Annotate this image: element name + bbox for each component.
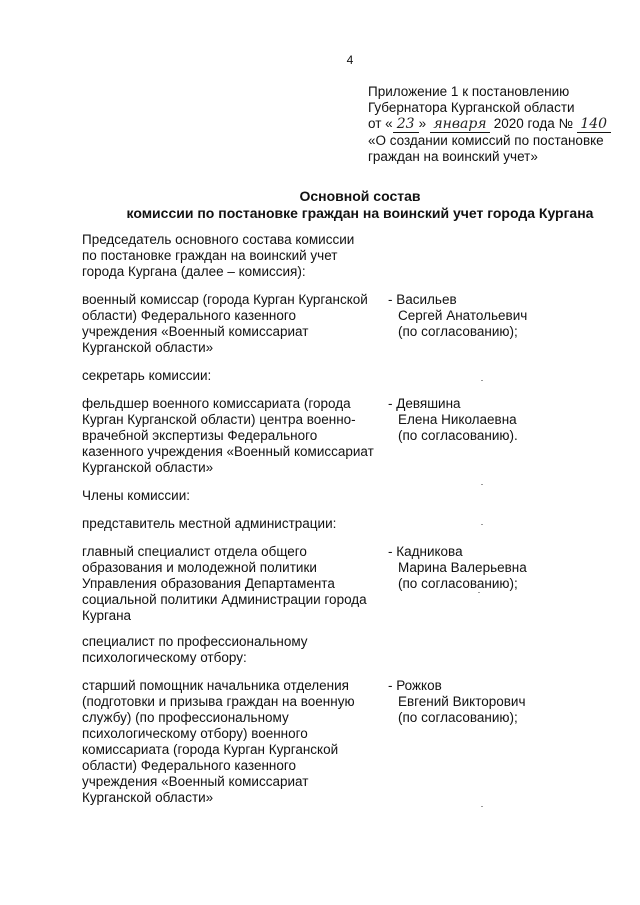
admin-rep-name <box>388 544 638 592</box>
appendix-date-line <box>368 116 638 133</box>
text-line: по постановке граждан на воинский учет <box>82 248 338 263</box>
text-line: области) Федерального казенного <box>82 758 297 773</box>
secretary-name <box>388 396 638 444</box>
member-given-name: Евгений Викторович <box>398 694 526 709</box>
chairman-position <box>82 292 384 356</box>
scan-speck <box>478 592 480 593</box>
text-line: врачебной экспертизы Федерального <box>82 428 318 443</box>
text-line: (подготовки и призыва граждан на военную <box>82 694 355 709</box>
member-note: (по согласованию). <box>398 428 518 443</box>
text-line: Председатель основного состава комиссии <box>82 232 355 247</box>
page-number: 4 <box>346 53 354 67</box>
text-line: социальной политики Администрации города <box>82 592 367 607</box>
text-line: психологическому отбору) военного <box>82 726 308 741</box>
title-line: Основной состав <box>299 188 421 204</box>
appendix-year: 2020 года № <box>493 116 573 131</box>
text-line: старший помощник начальника отделения <box>82 678 349 693</box>
text-line: учреждения «Военный комиссариат <box>82 324 309 339</box>
secretary-position <box>82 396 384 476</box>
scan-speck <box>481 806 483 807</box>
psych-specialist-name <box>388 678 638 726</box>
handwritten-day: 23 <box>393 116 419 133</box>
text-line: комиссариата (города Курган Курганской <box>82 742 339 757</box>
text-line: образования и молодежной политики <box>82 560 317 575</box>
text-line: города Кургана (далее – комиссия): <box>82 264 306 279</box>
psych-specialist-position <box>82 678 384 806</box>
text-line: Курганской области» <box>82 460 214 475</box>
text-line: Курганской области» <box>82 790 214 805</box>
text-line: области) Федерального казенного <box>82 308 297 323</box>
chairman-name <box>388 292 638 340</box>
text-line: Курганской области» <box>82 340 214 355</box>
member-note: (по согласованию); <box>398 710 518 725</box>
scan-speck <box>481 524 483 525</box>
title-line: комиссии по постановке граждан на воинский учет города Кургана <box>126 205 594 221</box>
member-surname: - Девяшина <box>388 396 461 411</box>
text-line: службу) (по профессиональному <box>82 710 289 725</box>
appendix-line: граждан на воинский учет» <box>368 149 538 164</box>
document-title <box>60 188 640 222</box>
appendix-date-mid: » <box>418 116 427 131</box>
admin-rep-heading: представитель местной администрации: <box>82 516 337 531</box>
appendix-line: «О создании комиссий по постановке <box>368 133 604 148</box>
text-line: казенного учреждения «Военный комиссариат <box>82 444 374 459</box>
text-line: главный специалист отдела общего <box>82 544 307 559</box>
member-surname: - Рожков <box>388 678 442 693</box>
text-line: психологическому отбору: <box>82 650 247 665</box>
scan-speck <box>481 380 483 381</box>
member-surname: - Васильев <box>388 292 457 307</box>
psych-specialist-heading <box>82 634 384 666</box>
text-line: фельдшер военного комиссариата (города <box>82 396 351 411</box>
members-heading: Члены комиссии: <box>82 488 191 503</box>
text-line: учреждения «Военный комиссариат <box>82 774 309 789</box>
secretary-heading: секретарь комиссии: <box>82 368 212 383</box>
text-line: военный комиссар (города Курган Курганской <box>82 292 368 307</box>
appendix-line: Губернатора Курганской области <box>368 100 575 115</box>
admin-rep-position <box>82 544 384 624</box>
text-line: Курган Курганской области) центра военно- <box>82 412 356 427</box>
handwritten-month: января <box>430 116 490 133</box>
member-given-name: Марина Валерьевна <box>398 560 527 575</box>
text-line: Кургана <box>82 608 132 623</box>
text-line: специалист по профессиональному <box>82 634 308 649</box>
member-surname: - Кадникова <box>388 544 463 559</box>
member-note: (по согласованию); <box>398 324 518 339</box>
appendix-line: Приложение 1 к постановлению <box>368 84 570 99</box>
appendix-date-prefix: от « <box>368 116 393 131</box>
text-line: Управления образования Департамента <box>82 576 335 591</box>
chairman-heading <box>82 232 384 280</box>
member-given-name: Елена Николаевна <box>398 412 517 427</box>
scan-speck <box>481 484 483 485</box>
member-note: (по согласованию); <box>398 576 518 591</box>
appendix-header <box>368 84 638 165</box>
member-given-name: Сергей Анатольевич <box>398 308 528 323</box>
handwritten-number: 140 <box>577 116 611 133</box>
